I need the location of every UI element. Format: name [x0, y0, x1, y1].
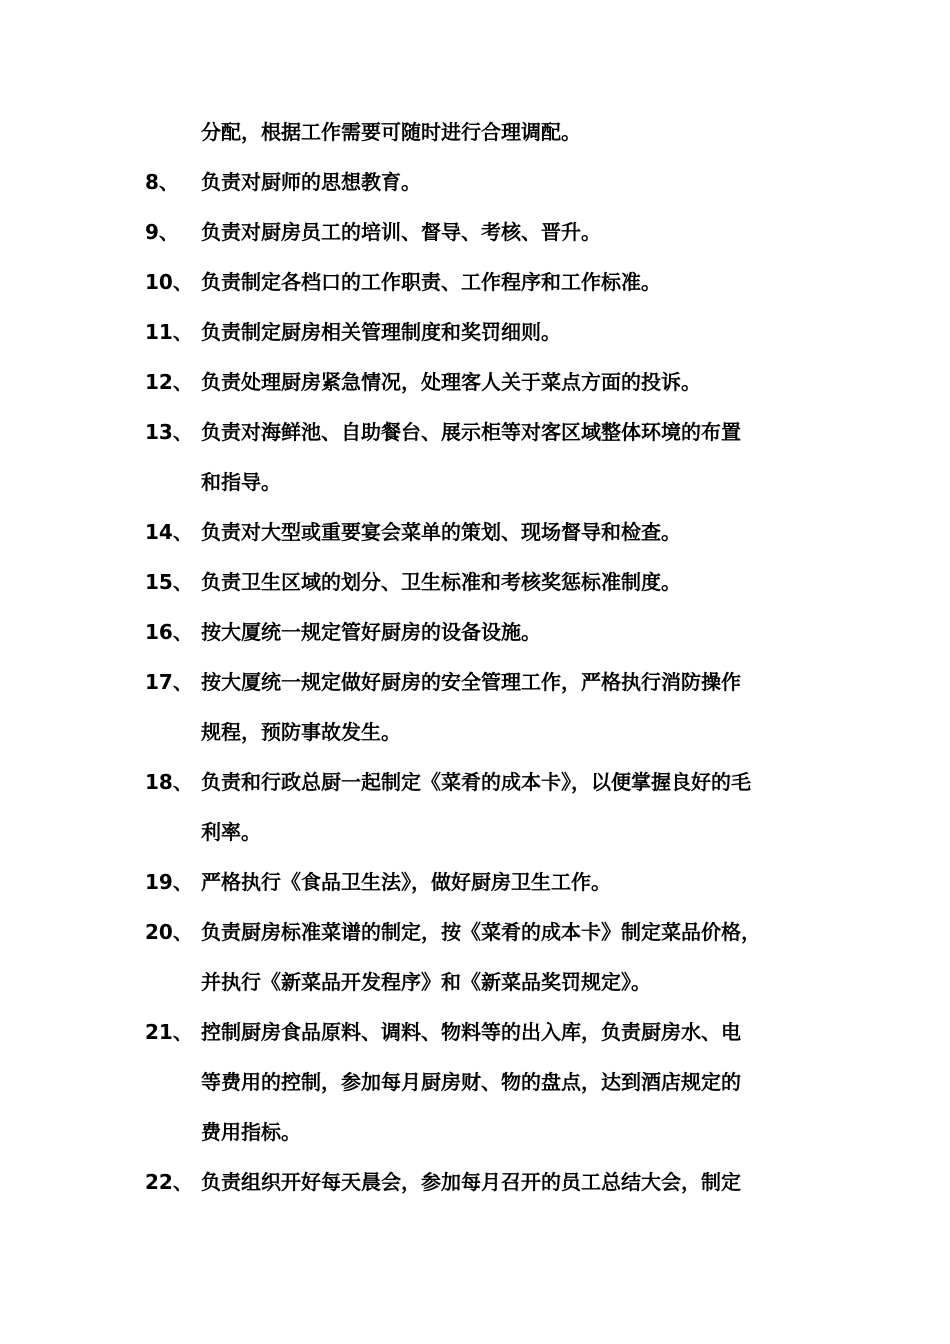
- item-text: [201, 666, 741, 766]
- item-line: 规程，预防事故发生。: [201, 720, 401, 744]
- item-number: 8、: [145, 170, 179, 194]
- item-text: [201, 566, 681, 616]
- item-number: 12、: [145, 370, 193, 394]
- item-number: 13、: [145, 420, 193, 444]
- item-line: 按大厦统一规定做好厨房的安全管理工作，严格执行消防操作: [201, 670, 741, 694]
- item-line: 负责对厨师的思想教育。: [201, 170, 421, 194]
- item-line: 控制厨房食品原料、调料、物料等的出入库，负责厨房水、电: [201, 1020, 741, 1044]
- item-line: 负责对海鲜池、自助餐台、展示柜等对客区域整体环境的布置: [201, 420, 741, 444]
- item-number: 20、: [145, 920, 193, 944]
- item-text: [201, 616, 541, 666]
- item-text: [201, 316, 561, 366]
- item-text: [201, 1016, 741, 1166]
- item-text: [201, 766, 751, 866]
- item-line: 负责卫生区域的划分、卫生标准和考核奖惩标准制度。: [201, 570, 681, 594]
- item-text: [201, 416, 741, 516]
- item-text: [201, 516, 681, 566]
- item-number: 14、: [145, 520, 193, 544]
- item-line: 费用指标。: [201, 1120, 301, 1144]
- item-text: [201, 916, 761, 1016]
- item-line: 并执行《新菜品开发程序》和《新菜品奖罚规定》。: [201, 970, 651, 994]
- item-line: 和指导。: [201, 470, 281, 494]
- item-line: 按大厦统一规定管好厨房的设备设施。: [201, 620, 541, 644]
- item-text: [201, 166, 421, 216]
- item-number: 9、: [145, 220, 179, 244]
- item-line: 负责制定厨房相关管理制度和奖罚细则。: [201, 320, 561, 344]
- item-number: 22、: [145, 1170, 193, 1194]
- item-text: [201, 366, 701, 416]
- item-text: [201, 216, 601, 266]
- item-line: 严格执行《食品卫生法》，做好厨房卫生工作。: [201, 870, 611, 894]
- item-text: [201, 1166, 741, 1216]
- item-line: 负责处理厨房紧急情况，处理客人关于菜点方面的投诉。: [201, 370, 701, 394]
- item-number: 11、: [145, 320, 193, 344]
- item-line: 负责厨房标准菜谱的制定，按《菜肴的成本卡》制定菜品价格，: [201, 920, 761, 944]
- item-line: 利率。: [201, 820, 261, 844]
- item-text: [201, 266, 661, 316]
- item-number: 17、: [145, 670, 193, 694]
- item-number: 18、: [145, 770, 193, 794]
- item-line: 负责对厨房员工的培训、督导、考核、晋升。: [201, 220, 601, 244]
- item-line: 负责对大型或重要宴会菜单的策划、现场督导和检查。: [201, 520, 681, 544]
- continuation-text: 分配，根据工作需要可随时进行合理调配。: [201, 120, 581, 144]
- item-number: 10、: [145, 270, 193, 294]
- item-line: 负责制定各档口的工作职责、工作程序和工作标准。: [201, 270, 661, 294]
- item-line: 负责和行政总厨一起制定《菜肴的成本卡》，以便掌握良好的毛: [201, 770, 751, 794]
- item-number: 16、: [145, 620, 193, 644]
- item-text: [201, 866, 611, 916]
- item-number: 19、: [145, 870, 193, 894]
- item-number: 21、: [145, 1020, 193, 1044]
- item-number: 15、: [145, 570, 193, 594]
- item-line: 等费用的控制，参加每月厨房财、物的盘点，达到酒店规定的: [201, 1070, 741, 1094]
- item-line: 负责组织开好每天晨会，参加每月召开的员工总结大会，制定: [201, 1170, 741, 1194]
